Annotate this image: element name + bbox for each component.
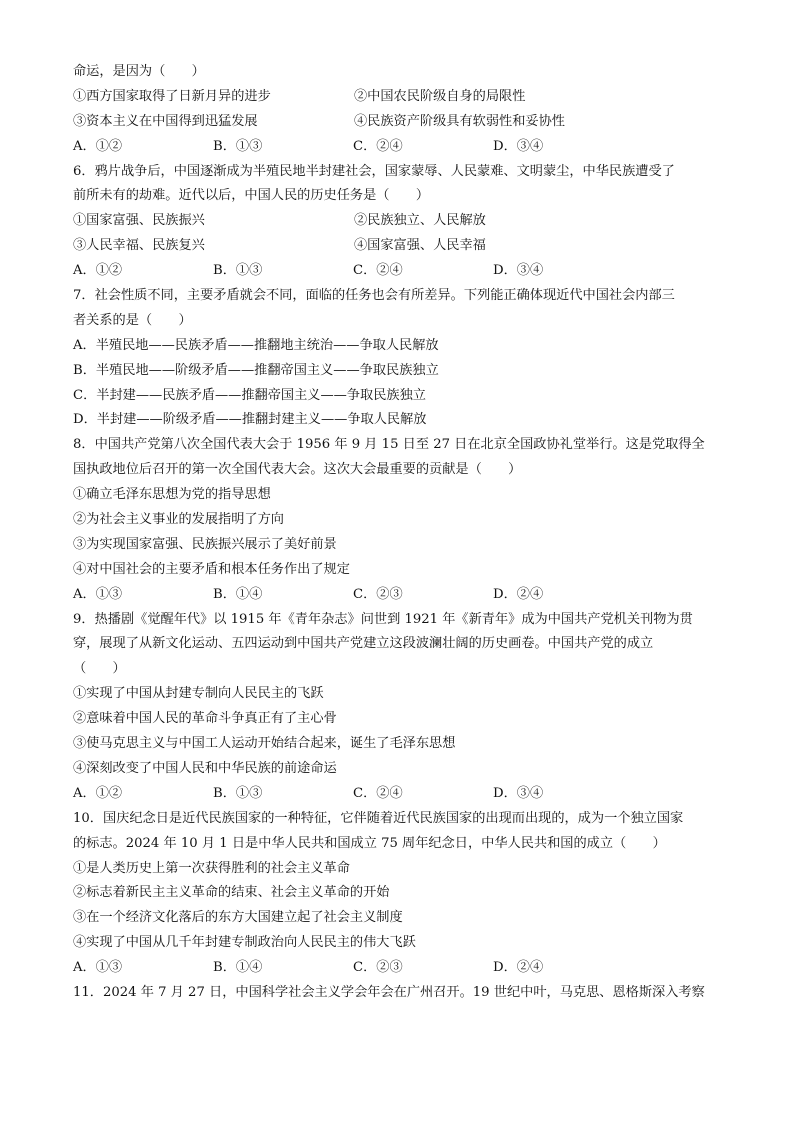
question-10-stem-line-2: 的标志。2024 年 10 月 1 日是中华人民共和国成立 75 周年纪念日，中华人民共和国的成立（ ） [73,835,666,851]
question-10-item-4: ④实现了中国从几千年封建专制政治向人民民主的伟大飞跃 [73,935,416,951]
question-8-stem-line-1: 8．中国共产党第八次全国代表大会于 1956 年 9 月 15 日至 27 日在北京全国政协礼堂举行。这是党取得全 [73,437,705,453]
question-8-item-4: ④对中国社会的主要矛盾和根本任务作出了规定 [73,561,350,577]
question-5-answers [73,135,734,160]
question-5-option-c: C．②④ [353,138,403,154]
question-6-stem-line-2: 前所未有的劫难。近代以后，中国人民的历史任务是（ ） [73,188,430,204]
question-10-option-d: D．②④ [493,960,544,976]
question-9-stem-line-3: （ ） [73,661,126,677]
question-6-items-row-2 [73,234,734,259]
question-9-stem-line-1: 9．热播剧《觉醒年代》以 1915 年《青年杂志》问世到 1921 年《新青年》成为中国共产党机关刊物为贯 [73,611,693,627]
question-6-items-row-1 [73,209,734,234]
question-5-option-d: D．③④ [493,138,544,154]
question-8 [73,433,734,607]
question-6-option-c: C．②④ [353,263,403,279]
question-6-stem-line-1: 6．鸦片战争后，中国逐渐成为半殖民地半封建社会，国家蒙辱、人民蒙难、文明蒙尘，中华民族遭受了 [73,163,675,179]
question-9-item-2: ②意味着中国人民的革命斗争真正有了主心骨 [73,711,337,727]
question-8-stem-line-2: 国执政地位后召开的第一次全国代表大会。这次大会最重要的贡献是（ ） [73,462,522,478]
question-6-option-b: B．①③ [213,263,263,279]
question-5-items-row-1 [73,85,734,110]
question-8-item-3: ③为实现国家富强、民族振兴展示了美好前景 [73,536,337,552]
question-8-item-2: ②为社会主义事业的发展指明了方向 [73,512,284,528]
question-9-answers [73,782,734,807]
question-7 [73,284,734,433]
question-8-option-d: D．②④ [493,586,544,602]
question-11 [73,981,734,1006]
question-5-stem-tail: 命运，是因为（ ） [73,64,205,79]
question-6-option-d: D．③④ [493,263,544,279]
question-7-stem-line-2: 者关系的是（ ） [73,312,192,328]
question-6-item-4: ④国家富强、人民幸福 [354,238,486,254]
question-10-option-c: C．②③ [353,960,403,976]
question-9 [73,608,734,807]
question-6-option-a: A．①② [73,263,123,279]
question-5-item-2: ②中国农民阶级自身的局限性 [354,88,526,104]
question-6-item-1: ①国家富强、民族振兴 [73,213,205,229]
question-9-item-1: ①实现了中国从封建专制向人民民主的飞跃 [73,686,324,702]
question-8-option-a: A．①③ [73,586,123,602]
question-10-item-1: ①是人类历史上第一次获得胜利的社会主义革命 [73,860,350,876]
question-10-item-2: ②标志着新民主主义革命的结束、社会主义革命的开始 [73,885,390,901]
question-7-stem-line-1: 7．社会性质不同，主要矛盾就会不同，面临的任务也会有所差异。下列能正确体现近代中国社会内部三 [73,288,675,304]
question-10-stem-line-1: 10．国庆纪念日是近代民族国家的一种特征，它伴随着近代民族国家的出现而出现的，成为一个独立国家 [73,810,684,826]
question-10 [73,807,734,981]
question-10-option-a: A．①③ [73,960,123,976]
question-6 [73,160,734,284]
question-9-item-4: ④深刻改变了中国人民和中华民族的前途命运 [73,760,337,776]
question-5-item-3: ③资本主义在中国得到迅猛发展 [73,113,258,129]
question-7-option-a: A．半殖民地——民族矛盾——推翻地主统治——争取人民解放 [73,337,439,353]
question-7-option-d: D．半封建——阶级矛盾——推翻封建主义——争取人民解放 [73,412,427,428]
question-5-item-1: ①西方国家取得了日新月异的进步 [73,88,271,104]
question-8-item-1: ①确立毛泽东思想为党的指导思想 [73,487,271,503]
question-9-item-3: ③使马克思主义与中国工人运动开始结合起来，诞生了毛泽东思想 [73,736,456,752]
question-8-option-b: B．①④ [213,586,263,602]
question-5-option-b: B．①③ [213,138,263,154]
question-9-stem-line-2: 穿，展现了从新文化运动、五四运动到中国共产党建立这段波澜壮阔的历史画卷。中国共产党的成立 [73,636,654,652]
question-5-item-4: ④民族资产阶级具有软弱性和妥协性 [354,113,565,129]
question-8-option-c: C．②③ [353,586,403,602]
question-9-option-a: A．①② [73,785,123,801]
question-8-answers [73,583,734,608]
question-10-item-3: ③在一个经济文化落后的东方大国建立起了社会主义制度 [73,910,403,926]
question-5 [73,60,734,160]
question-10-option-b: B．①④ [213,960,263,976]
question-11-stem-line-1: 11．2024 年 7 月 27 日，中国科学社会主义学会年会在广州召开。19 世纪中叶，马克思、恩格斯深入考察 [73,984,705,1000]
question-7-option-c: C．半封建——民族矛盾——推翻帝国主义——争取民族独立 [73,387,426,403]
question-6-answers [73,259,734,284]
question-9-option-c: C．②④ [353,785,403,801]
question-5-option-a: A．①② [73,138,123,154]
question-9-option-b: B．①③ [213,785,263,801]
question-7-option-b: B．半殖民地——阶级矛盾——推翻帝国主义——争取民族独立 [73,362,439,378]
question-6-item-3: ③人民幸福、民族复兴 [73,238,205,254]
question-5-items-row-2 [73,110,734,135]
question-6-item-2: ②民族独立、人民解放 [354,213,486,229]
question-9-option-d: D．③④ [493,785,544,801]
question-10-answers [73,956,734,981]
